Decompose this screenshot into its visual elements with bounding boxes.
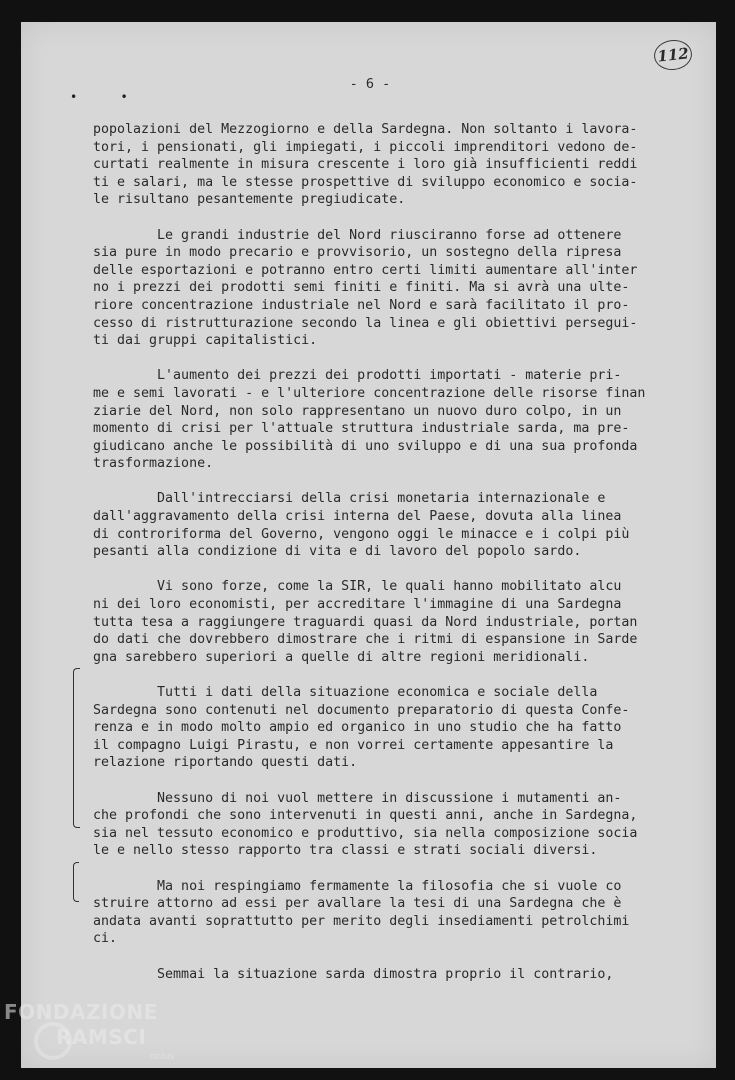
stray-ink-marks: • • (70, 90, 146, 104)
watermark-line2: RAMSCI (56, 1025, 147, 1049)
paragraph: Semmai la situazione sarda dimostra proprio il contrario, (93, 966, 614, 982)
paragraph: Ma noi respingiamo fermamente la filosofia che si vuole co struire attorno ad essi per avallare la tesi di una Sardegna che è andata avanti soprattutto per merito degli insediamenti petrolchimi ci. (93, 878, 630, 947)
paragraph: popolazioni del Mezzogiorno e della Sardegna. Non soltanto i lavora- tori, i pensionati, gli impiegati, i piccoli imprenditori vedono de- curtati realmente in misura crescente i loro già insufficienti reddi ti e salari, ma le stesse prospettive di sviluppo economico e socia- le risultano pesantemente pregiudicate. (93, 122, 638, 208)
margin-bracket-mark (73, 862, 79, 902)
paragraph: Tutti i dati della situazione economica e sociale della Sardegna sono contenuti nel documento preparatorio di questa Confe- renza e in modo molto ampio ed organico in uno studio che ha fatto il compagno Luigi Pirastu, e non vorrei certamente appesantire la relazione riportando questi dati. (93, 685, 630, 771)
margin-bracket-mark (73, 668, 80, 828)
page-number: - 6 - (349, 76, 391, 92)
fondazione-gramsci-watermark-logo (4, 1000, 204, 1080)
archive-number-stamp: 112 (653, 38, 694, 72)
watermark-line3: onlus (150, 1052, 175, 1062)
watermark-line1: FONDAZIONE (4, 1000, 158, 1024)
paragraph: Vi sono forze, come la SIR, le quali hanno mobilitato alcu ni dei loro economisti, per accreditare l'immagine di una Sardegna tutta tesa a raggiungere traguardi quasi da Nord industriale, portan do dati che dovrebbero dimostrare che i ritmi di espansione in Sarde gna sarebbero superiori a quelle di altre regioni meridionali. (93, 579, 638, 665)
paragraph: Nessuno di noi vuol mettere in discussione i mutamenti an- che profondi che sono intervenuti in questi anni, anche in Sardegna, sia nel tessuto economico e produttivo, sia nella composizione socia le e nello stesso rapporto tra classi e strati sociali diversi. (93, 790, 638, 859)
paragraph: Dall'intrecciarsi della crisi monetaria internazionale e dall'aggravamento della crisi interna del Paese, dovuta alla linea di controriforma del Governo, vengono oggi le minacce e i colpi più pesanti alla condizione di vita e di lavoro del popolo sardo. (93, 491, 630, 560)
paragraph: Le grandi industrie del Nord riusciranno forse ad ottenere sia pure in modo precario e provvisorio, un sostegno della ripresa delle esportazioni e potranno entro certi limiti aumentare all'inter no i prezzi dei prodotti semi finiti e finiti. Ma si avrà una ulte- riore concentrazione industriale nel Nord e sarà facilitato il pro- cesso di ristrutturazione secondo la linea e gli obiettivi persegui- ti dai gruppi capitalistici. (93, 227, 638, 349)
typewritten-body (93, 121, 663, 1001)
paragraph: L'aumento dei prezzi dei prodotti importati - materie pri- me e semi lavorati - e l'ulteriore concentrazione delle risorse finan ziarie del Nord, non solo rappresentano un nuovo duro colpo, in un momento di crisi per l'attuale struttura industriale sarda, ma pre- giudicano anche le possibilità di uno sviluppo e di una sua profonda trasformazione. (93, 368, 646, 472)
